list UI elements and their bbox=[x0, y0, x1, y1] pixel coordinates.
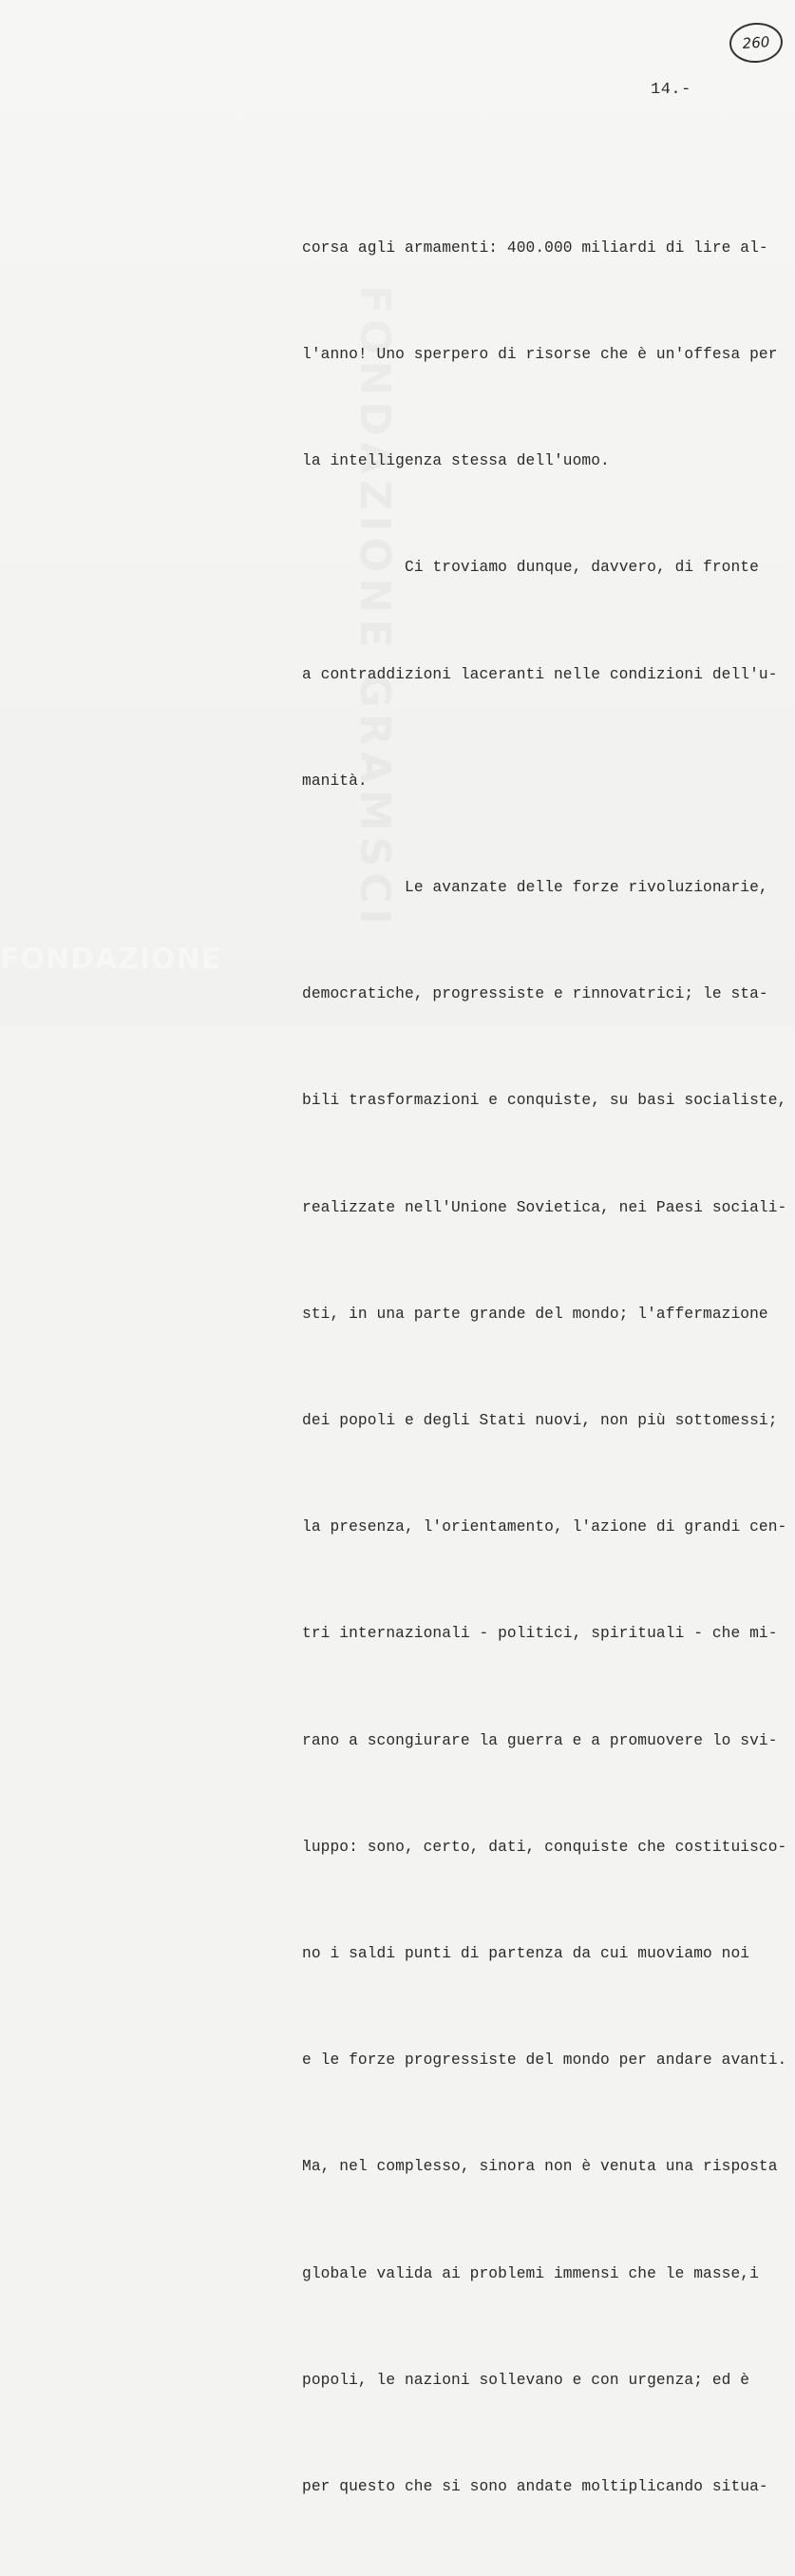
text-line: a contraddizioni laceranti nelle condizioni dell'u- bbox=[302, 665, 778, 683]
text-line: rano a scongiurare la guerra e a promuovere lo svi- bbox=[302, 1731, 778, 1749]
text-line: bili trasformazioni e conquiste, su basi socialiste, bbox=[302, 1092, 787, 1110]
text-line: e le forze progressiste del mondo per andare avanti. bbox=[302, 2051, 787, 2070]
page-number: 14.- bbox=[651, 81, 691, 99]
text-line: l'anno! Uno sperpero di risorse che è un'offesa per bbox=[302, 346, 778, 364]
text-line: sti, in una parte grande del mondo; l'affermazione bbox=[302, 1305, 768, 1323]
footer-watermark-logo: FONDAZIONE bbox=[0, 943, 222, 976]
text-line: no i saldi punti di partenza da cui muoviamo noi bbox=[302, 1945, 750, 1963]
text-line: dei popoli e degli Stati nuovi, non più sottomessi; bbox=[302, 1412, 778, 1430]
text-line: globale valida ai problemi immensi che le masse,i bbox=[302, 2264, 759, 2282]
text-line: luppo: sono, certo, dati, conquiste che costituisco- bbox=[302, 1838, 787, 1856]
text-line: per questo che si sono andate moltiplicando situa- bbox=[302, 2478, 768, 2496]
text-line: realizzate nell'Unione Sovietica, nei Paesi sociali- bbox=[302, 1198, 787, 1216]
text-line: tri internazionali - politici, spirituali - che mi- bbox=[302, 1625, 778, 1643]
text-line: popoli, le nazioni sollevano e con urgenza; ed è bbox=[302, 2371, 750, 2389]
text-line: corsa agli armamenti: 400.000 miliardi di lire al- bbox=[302, 239, 768, 257]
text-line: Le avanzate delle forze rivoluzionarie, bbox=[405, 879, 768, 897]
text-line: Ma, nel complesso, sinora non è venuta una risposta bbox=[302, 2158, 778, 2176]
text-line: Ci troviamo dunque, davvero, di fronte bbox=[405, 559, 759, 577]
archive-number-stamp bbox=[729, 21, 785, 65]
text-line: democratiche, progressiste e rinnovatrici; le sta- bbox=[302, 985, 768, 1003]
text-line: manità. bbox=[302, 772, 368, 790]
body-text bbox=[302, 160, 791, 2576]
text-line: la intelligenza stessa dell'uomo. bbox=[302, 452, 610, 470]
archive-number: 260 bbox=[742, 33, 770, 52]
text-line: la presenza, l'orientamento, l'azione di grandi cen- bbox=[302, 1518, 787, 1536]
